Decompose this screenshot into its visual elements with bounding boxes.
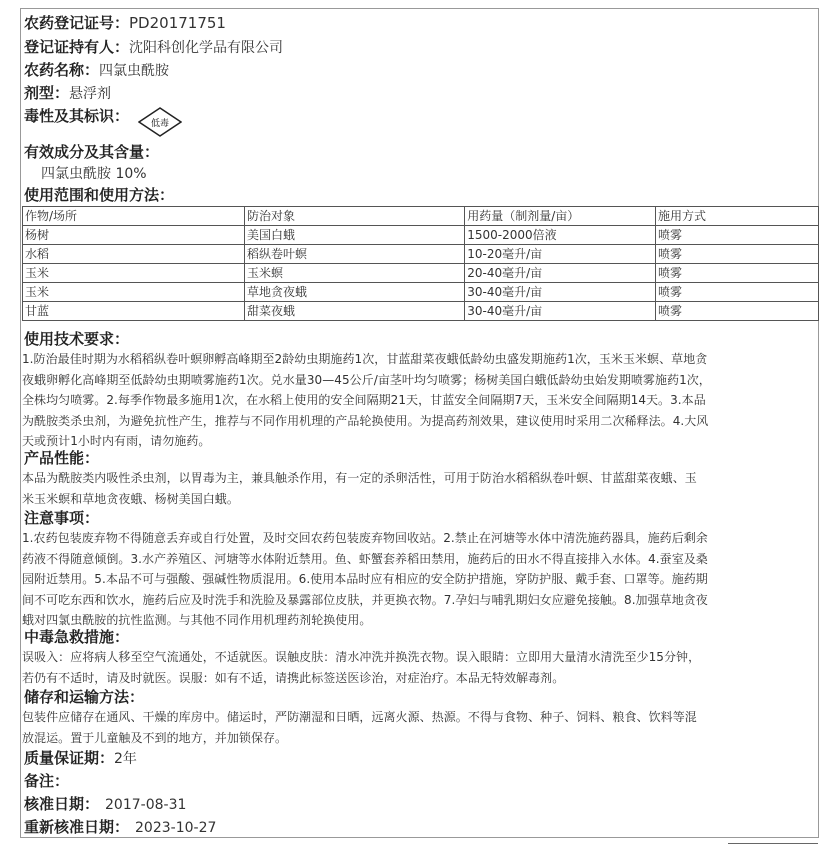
- notes-line: 园附近禁用。5.本品不可与强酸、强碱性物质混用。6.使用本品时应有相应的安全防护措施，穿防护服、戴手套、口罩等。施药期: [22, 572, 708, 586]
- table-cell: 喷雾: [655, 245, 818, 264]
- table-row: [23, 226, 819, 245]
- name-row: [24, 60, 169, 81]
- remarks-label: 备注：: [24, 772, 70, 790]
- storage-text: [22, 707, 822, 748]
- active-row: [24, 142, 159, 162]
- table-cell: 玉米螟: [245, 264, 465, 283]
- formulation-row: [24, 83, 111, 104]
- notes-label: 注意事项：: [24, 509, 100, 527]
- remarks-row: [24, 771, 69, 791]
- usage-row: [24, 185, 174, 205]
- reapproval-date-label: 重新核准日期：: [24, 818, 130, 836]
- table-cell: 水稻: [23, 245, 245, 264]
- approval-date-value: 2017-08-31: [105, 797, 187, 813]
- tech-line: 全株均匀喷雾。2.每季作物最多施用1次，在水稻上使用的安全间隔期21天，甘蓝安全间隔期7天，玉米安全间隔期14天。3.本品: [22, 393, 706, 407]
- performance-line: 本品为酰胺类内吸性杀虫剂，以胃毒为主，兼具触杀作用，有一定的杀卵活性，可用于防治水稻稻纵卷叶螟、甘蓝甜菜夜蛾、玉: [22, 471, 697, 485]
- table-cell: 30-40毫升/亩: [465, 302, 656, 321]
- storage-label: 储存和运输方法：: [24, 688, 145, 706]
- table-cell: 喷雾: [655, 264, 818, 283]
- firstaid-row: [24, 627, 129, 647]
- firstaid-label: 中毒急救措施：: [24, 628, 130, 646]
- holder-value: 沈阳科创化学品有限公司: [129, 40, 284, 56]
- notes-line: 蛾对四氯虫酰胺的抗性监测。与其他不同作用机理药剂轮换使用。: [22, 613, 372, 627]
- badge-text: 低毒: [150, 119, 170, 129]
- table-cell: 玉米: [23, 264, 245, 283]
- name-value: 四氯虫酰胺: [99, 63, 170, 79]
- reapproval-date-value: 2023-10-27: [135, 820, 217, 836]
- tech-label: 使用技术要求：: [24, 330, 130, 348]
- holder-label: 登记证持有人：: [24, 38, 130, 56]
- warranty-value: 2年: [114, 751, 137, 767]
- performance-text: [22, 468, 822, 509]
- approval-date-label: 核准日期：: [24, 795, 100, 813]
- table-header-row: [23, 207, 819, 226]
- table-cell: 甘蓝: [23, 302, 245, 321]
- table-cell: 喷雾: [655, 226, 818, 245]
- table-row: [23, 283, 819, 302]
- table-row: [23, 302, 819, 321]
- notes-line: 1.农药包装废弃物不得随意丢弃或自行处置，及时交回农药包装废弃物回收站。2.禁止在河塘等水体中清洗施药器具，施药后剩余: [22, 531, 708, 545]
- formulation-value: 悬浮剂: [69, 86, 112, 102]
- table-cell: 草地贪夜蛾: [245, 283, 465, 302]
- approval-date-row: [24, 794, 186, 815]
- firstaid-text: [22, 647, 822, 688]
- header-cell: 作物/场所: [23, 207, 245, 226]
- table-cell: 玉米: [23, 283, 245, 302]
- tech-line: 夜蛾卵孵化高峰期至低龄幼虫期喷雾施药1次。兑水量30—45公斤/亩茎叶均匀喷雾；杨树美国白蛾低龄幼虫始发期喷雾施药1次，: [22, 372, 711, 387]
- tech-line: 为酰胺类杀虫剂，为避免抗性产生，推荐与不同作用机理的产品轮换使用。为提高药剂效果，建议使用时采用二次稀释法。4.大风: [22, 413, 709, 428]
- firstaid-line: 若仍有不适时，请及时就医。误服：如有不适，请携此标签送医诊治，对症治疗。本品无特效解毒剂。: [22, 670, 565, 685]
- table-cell: 30-40毫升/亩: [465, 283, 656, 302]
- header-cell: 用药量（制剂量/亩）: [465, 207, 656, 226]
- tech-row: [24, 329, 129, 349]
- reg-number-value: PD20171751: [129, 14, 226, 32]
- usage-table: [22, 206, 819, 321]
- table-cell: 甜菜夜蛾: [245, 302, 465, 321]
- toxicity-row: [24, 106, 129, 126]
- table-cell: 20-40毫升/亩: [465, 264, 656, 283]
- table-row: [23, 264, 819, 283]
- table-cell: 喷雾: [655, 283, 818, 302]
- header-cell: 防治对象: [245, 207, 465, 226]
- active-content-row: [41, 163, 147, 184]
- storage-row: [24, 687, 144, 707]
- notes-text: [22, 528, 822, 631]
- performance-row: [24, 448, 99, 468]
- header-cell: 施用方式: [655, 207, 818, 226]
- table-cell: 喷雾: [655, 302, 818, 321]
- reg-number-row: [24, 13, 226, 33]
- storage-line: 放混运。置于儿童触及不到的地方，并加锁保存。: [22, 730, 288, 745]
- active-label: 有效成分及其含量：: [24, 143, 160, 161]
- low-toxicity-badge: [138, 107, 182, 137]
- reapproval-date-row: [24, 817, 216, 838]
- notes-line: 药液不得随意倾倒。3.水产养殖区、河塘等水体附近禁用。鱼、虾蟹套养稻田禁用，施药后的田水不得直接排入水体。4.蚕室及桑: [22, 551, 708, 566]
- table-cell: 1500-2000倍液: [465, 226, 656, 245]
- reg-number-label: 农药登记证号：: [24, 14, 130, 32]
- table-cell: 美国白蛾: [245, 226, 465, 245]
- warranty-row: [24, 748, 137, 769]
- warranty-label: 质量保证期：: [24, 749, 115, 767]
- storage-line: 包装件应储存在通风、干燥的库房中。储运时，严防潮湿和日晒，远离火源、热源。不得与食物、种子、饲料、粮食、饮料等混: [22, 710, 697, 724]
- performance-label: 产品性能：: [24, 449, 100, 467]
- table-cell: 稻纵卷叶螟: [245, 245, 465, 264]
- firstaid-line: 误吸入：应将病人移至空气流通处，不适就医。误触皮肤：清水冲洗并换洗衣物。误入眼睛：立即用大量清水清洗至少15分钟，: [22, 650, 701, 664]
- table-cell: 10-20毫升/亩: [465, 245, 656, 264]
- tech-line: 天或预计1小时内有雨，请勿施药。: [22, 434, 211, 448]
- toxicity-label: 毒性及其标识：: [24, 107, 130, 125]
- tech-line: 1.防治最佳时期为水稻稻纵卷叶螟卵孵高峰期至2龄幼虫期施药1次，甘蓝甜菜夜蛾低龄幼虫盛发期施药1次，玉米玉米螟、草地贪: [22, 352, 708, 366]
- active-content: 四氯虫酰胺 10%: [41, 166, 147, 182]
- table-cell: 杨树: [23, 226, 245, 245]
- formulation-label: 剂型：: [24, 84, 70, 102]
- performance-line: 米玉米螟和草地贪夜蛾、杨树美国白蛾。: [22, 491, 239, 506]
- table-row: [23, 245, 819, 264]
- bottom-divider: [728, 843, 818, 844]
- notes-line: 间不可吃东西和饮水，施药后应及时洗手和洗脸及暴露部位皮肤，并更换衣物。7.孕妇与哺乳期妇女应避免接触。8.加强草地贪夜: [22, 592, 708, 607]
- name-label: 农药名称：: [24, 61, 100, 79]
- notes-row: [24, 508, 99, 528]
- tech-text: [22, 349, 822, 452]
- holder-row: [24, 37, 283, 58]
- usage-label: 使用范围和使用方法：: [24, 186, 175, 204]
